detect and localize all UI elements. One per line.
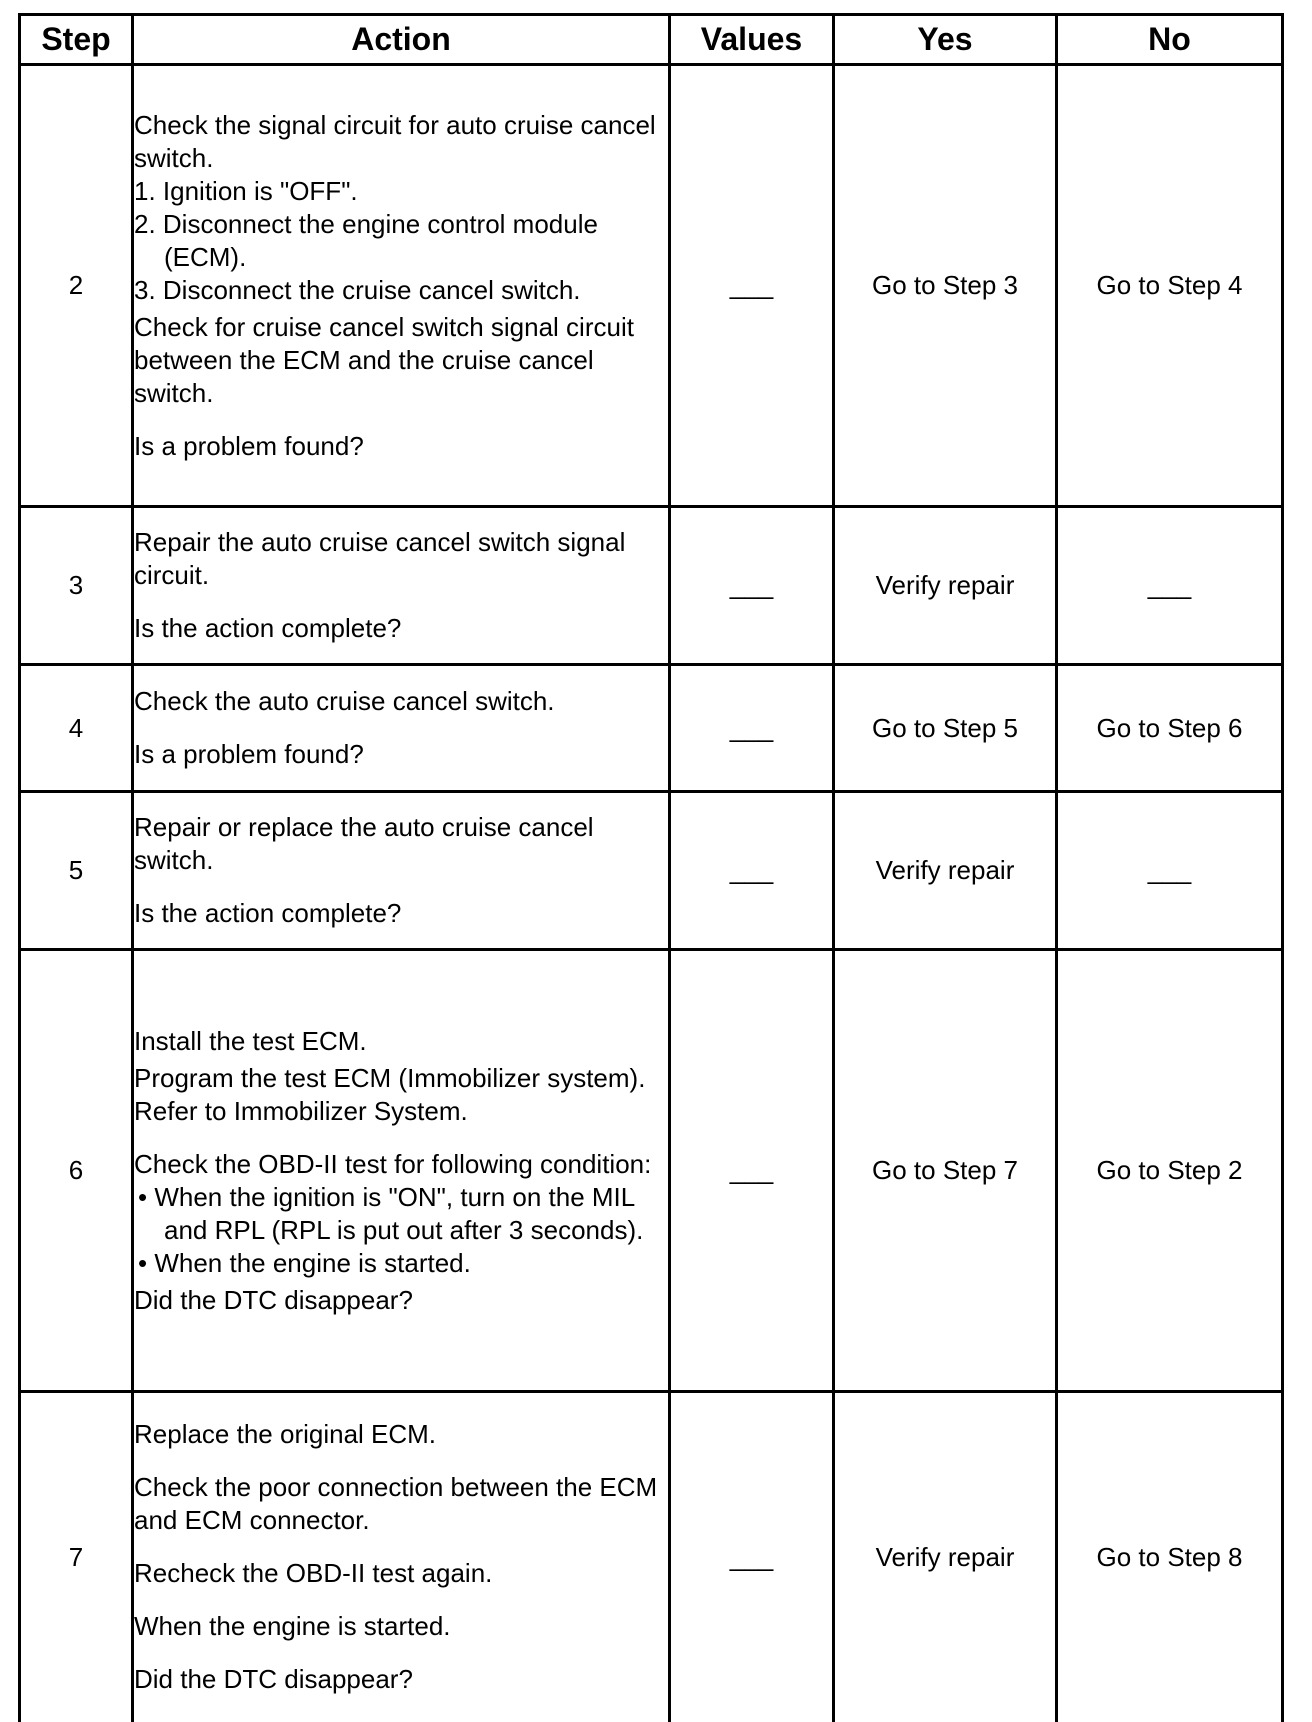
step-number: 7 [20,1392,133,1722]
action-text: Recheck the OBD-II test again. [134,1558,493,1589]
yes-cell: Verify repair [834,792,1057,950]
action-cell [133,507,670,665]
action-text: Check the signal circuit for auto cruise cancel switch. [134,109,656,173]
list-item: • When the ignition is "ON", turn on the MIL and RPL (RPL is put out after 3 seconds). [138,1181,644,1245]
yes-cell: Verify repair [834,507,1057,665]
no-cell: Go to Step 6 [1057,665,1283,792]
action-cell [133,950,670,1392]
action-question: Is a problem found? [134,739,364,769]
list-item: • When the engine is started. [138,1247,471,1278]
values-cell: ___ [670,792,834,950]
bullet: • [138,1181,155,1212]
action-text: Check the OBD-II test for following condition: [134,1148,652,1179]
action-cell [133,65,670,507]
yes-cell: Go to Step 5 [834,665,1057,792]
header-step: Step [20,15,133,65]
header-values: Values [670,15,834,65]
no-cell: Go to Step 4 [1057,65,1283,507]
no-cell: ___ [1057,792,1283,950]
action-cell [133,665,670,792]
step-number: 2 [20,65,133,507]
table-row [20,950,1283,1392]
diagnostic-table [18,13,1284,1722]
action-cell [133,792,670,950]
step-number: 6 [20,950,133,1392]
action-text: Install the test ECM. [134,1025,367,1056]
action-question: Did the DTC disappear? [134,1284,413,1315]
action-text: Check the auto cruise cancel switch. [134,686,555,716]
action-cell [133,1392,670,1722]
list-item: 1. Ignition is "OFF". [134,175,358,206]
action-text: Repair or replace the auto cruise cancel switch. [134,812,594,875]
table-row [20,1392,1283,1722]
table-row [20,665,1283,792]
values-cell: ___ [670,507,834,665]
header-row [20,15,1283,65]
bullet: • [138,1247,155,1278]
no-cell: ___ [1057,507,1283,665]
action-text: Program the test ECM (Immobilizer system). Refer to Immobilizer System. [134,1062,646,1126]
values-cell: ___ [670,950,834,1392]
values-cell: ___ [670,665,834,792]
header-yes: Yes [834,15,1057,65]
action-question: Is the action complete? [134,898,402,928]
no-cell: Go to Step 8 [1057,1392,1283,1722]
yes-cell: Go to Step 7 [834,950,1057,1392]
action-question: Did the DTC disappear? [134,1664,413,1695]
table-row [20,507,1283,665]
step-number: 3 [20,507,133,665]
values-cell: ___ [670,1392,834,1722]
table-row [20,65,1283,507]
no-cell: Go to Step 2 [1057,950,1283,1392]
yes-cell: Verify repair [834,1392,1057,1722]
action-text: Check for cruise cancel switch signal circuit between the ECM and the cruise cancel switch. [134,311,634,408]
header-no: No [1057,15,1283,65]
list-item: 3. Disconnect the cruise cancel switch. [134,274,581,305]
header-action: Action [133,15,670,65]
action-text: When the engine is started. [134,1611,451,1642]
yes-cell: Go to Step 3 [834,65,1057,507]
action-question: Is a problem found? [134,430,364,461]
action-text: Check the poor connection between the ECM and ECM connector. [134,1472,658,1536]
table-row [20,792,1283,950]
step-number: 5 [20,792,133,950]
action-question: Is the action complete? [134,613,402,643]
list-item: 2. Disconnect the engine control module (ECM). [134,208,598,272]
action-text: Replace the original ECM. [134,1419,437,1450]
step-number: 4 [20,665,133,792]
values-cell: ___ [670,65,834,507]
action-text: Repair the auto cruise cancel switch signal circuit. [134,527,626,590]
